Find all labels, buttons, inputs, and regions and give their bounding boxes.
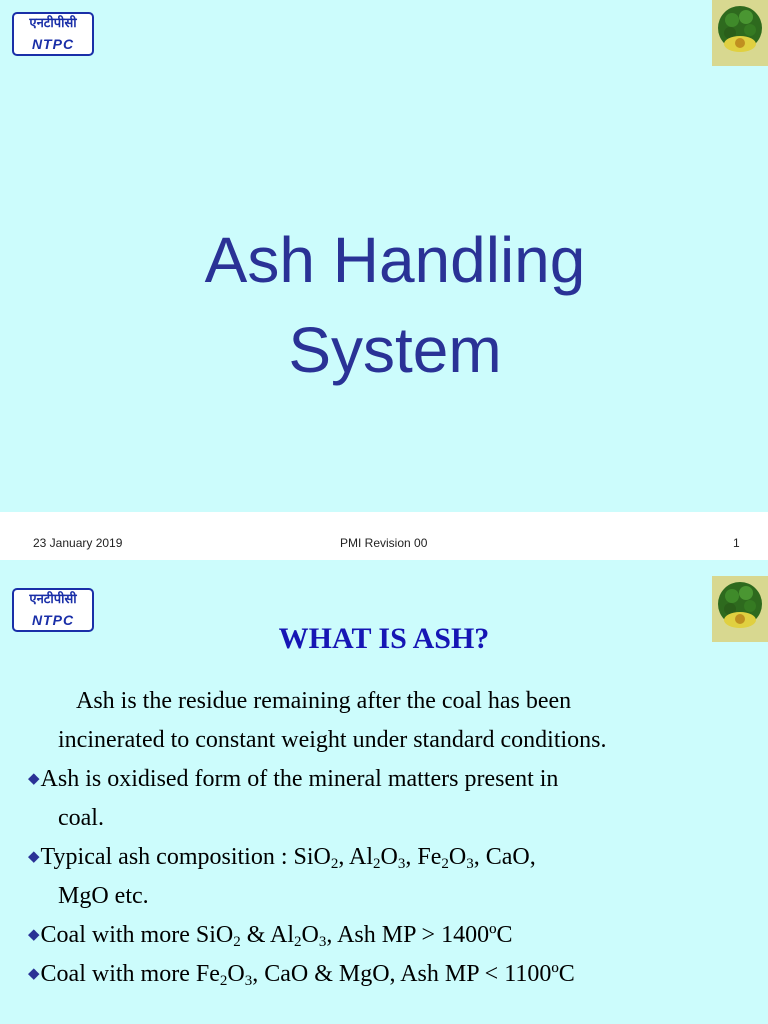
bullet-1-cont: coal. bbox=[58, 805, 104, 831]
slide-body bbox=[28, 682, 758, 994]
diamond-bullet-icon: ◆ bbox=[28, 849, 40, 865]
bullet-2: ◆Typical ash composition : SiO$_2$, $Al_2O_3$, $Fe_2O_3$, CaO, bbox=[28, 844, 536, 872]
logo-english-text: NTPC bbox=[31, 612, 75, 628]
logo-hindi-text: एनटीपीसी bbox=[29, 592, 77, 607]
bullet-2-cont: MgO etc. bbox=[58, 883, 149, 909]
diamond-bullet-icon: ◆ bbox=[28, 966, 40, 982]
footer-revision: PMI Revision 00 bbox=[340, 536, 428, 550]
bullet-1: ◆Ash is oxidised form of the mineral matters present in bbox=[28, 766, 559, 792]
title-line-1: Ash Handling bbox=[204, 224, 586, 296]
bullet-4: ◆Coal with more $Fe_2O_3$, CaO & MgO, Ash MP < 1100ºC bbox=[28, 961, 575, 989]
intro-line-2: incinerated to constant weight under standard conditions. bbox=[58, 727, 607, 753]
logo-english-text: NTPC bbox=[31, 36, 75, 52]
slide-heading: WHAT IS ASH? bbox=[278, 622, 490, 655]
intro-line-1: Ash is the residue remaining after the coal has been bbox=[76, 688, 572, 714]
logo-hindi-text: एनटीपीसी bbox=[29, 16, 77, 31]
emblem-icon bbox=[712, 0, 768, 66]
diamond-bullet-icon: ◆ bbox=[28, 927, 40, 943]
footer-page-number: 1 bbox=[733, 536, 740, 550]
bullet-3: ◆Coal with more SiO$_2$ & $Al_2O_3$, Ash MP > 1400ºC bbox=[28, 922, 513, 950]
diamond-bullet-icon: ◆ bbox=[28, 771, 40, 787]
ntpc-logo bbox=[12, 12, 94, 56]
title-line-2: System bbox=[288, 314, 502, 386]
slide-2 bbox=[0, 560, 768, 1024]
slide-title bbox=[160, 215, 630, 395]
footer-date: 23 January 2019 bbox=[33, 536, 123, 550]
